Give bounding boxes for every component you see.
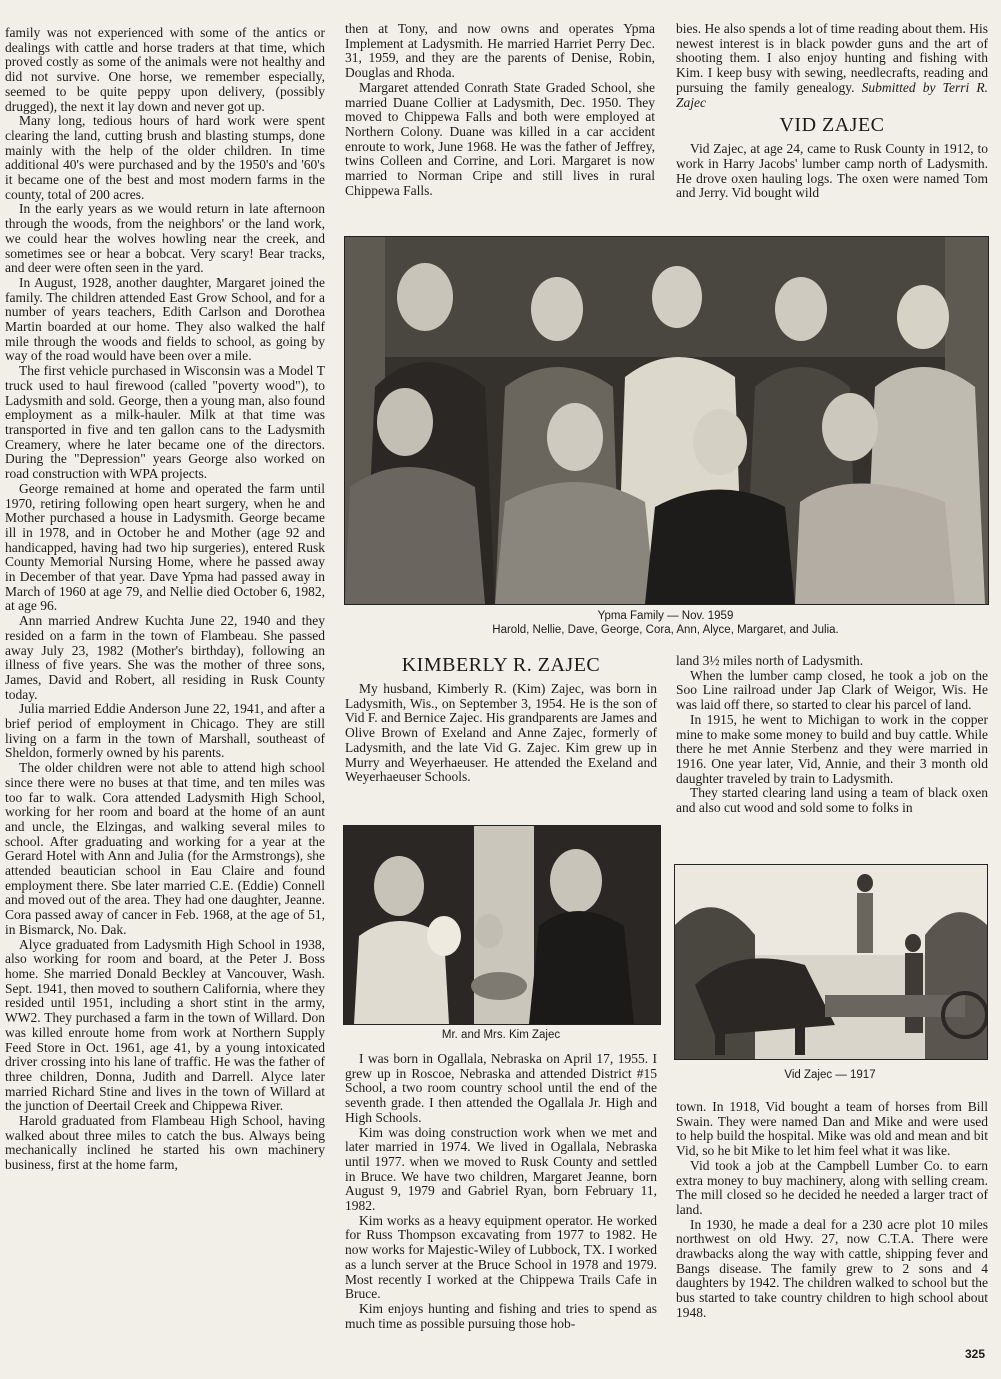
paragraph: I was born in Ogallala, Nebraska on April 17, 1955. I grew up in Roscoe, Nebraska and attended District #15 School, a two room country school until the end of the seventh grade. I then attended the Ogallala Jr. High and High Schools. — [345, 1051, 657, 1125]
paragraph: In the early years as we would return in late afternoon through the woods, from the neighbors' or the land work, we could hear the wolves howling near the creek, and sometimes see or hear a bobcat. Very scary! Bear tracks, and deer were often seen in the yard. — [5, 201, 325, 276]
paragraph: Vid took a job at the Campbell Lumber Co. to earn extra money to buy machinery, along with selling cream. The mill closed so he decided he needed a larger tract of land. — [676, 1157, 988, 1217]
paragraph: They started clearing land using a team of black oxen and also cut wood and sold some to folks in — [676, 785, 988, 816]
kim-zajec-photo — [343, 825, 661, 1025]
submitted-by: Submitted by Terri R. Zajec — [676, 79, 988, 110]
vid-photo-caption: Vid Zajec — 1917 — [784, 1069, 876, 1081]
section-heading-kimberly-zajec: KIMBERLY R. ZAJEC — [401, 654, 601, 676]
section-heading-vid-zajec: VID ZAJEC — [779, 114, 885, 137]
kim-photo-caption: Mr. and Mrs. Kim Zajec — [441, 1029, 561, 1041]
paragraph — [676, 22, 988, 110]
paragraph: When the lumber camp closed, he took a job on the Soo Line railroad under Jap Clark of Weigor, Wis. He was laid off there, so started to clear his parcel of land. — [676, 667, 988, 713]
paragraph: George remained at home and operated the farm until 1970, retiring following open heart surgery, when he and Mother purchased a house in Ladysmith. George became ill in 1978, and in October he and Mother (age 92 and handicapped, having had two hip surgeries), entered Rusk County Memorial Nursing Home, where he passed away in December of that year. Dave Ypma had passed away in March of 1960 at age 79, and Nellie died October 6, 1982, at age 96. — [5, 480, 325, 614]
paragraph: Kim enjoys hunting and fishing and tries to spend as much time as possible pursuing those hob- — [345, 1300, 657, 1331]
ypma-photo-caption — [344, 609, 987, 637]
paragraph: In 1930, he made a deal for a 230 acre plot 10 miles northwest on old Hwy. 27, now C.T.A. There were drawbacks along the way with cattle, shipping fever and Bangs disease. The family grew to 2 sons and 4 daughters by 1942. The children walked to school but the bus started to take country children to high school about 1948. — [676, 1216, 988, 1320]
paragraph: then at Tony, and now owns and operates Ypma Implement at Ladysmith. He married Harriet Perry Dec. 31, 1959, and they are the parents of Denise, Robin, Douglas and Rhoda. — [345, 21, 655, 81]
middle-bottom-column — [345, 1052, 657, 1331]
paragraph-text: bies. He also spends a lot of time reading about them. His newest interest is in black powder guns and the art of shooting them. I also enjoy hunting and fishing with Kim. I keep busy with sewing, needlecrafts, reading and pursuing the family genealogy. — [676, 21, 988, 95]
paragraph: The first vehicle purchased in Wisconsin was a Model T truck used to haul firewood (called "poverty wood"), to Ladysmith and sold. George, then a young man, also found employment as a milk-hauler. Milk at that time was transported in five and ten gallon cans to the Ladysmith Creamery, where he later became one of the directors. During the "Depression" years George also worked on road construction with WPA projects. — [5, 363, 325, 482]
paragraph: family was not experienced with some of the antics or dealings with cattle and horse traders at that time, which proved costly as some of the animals were not healthy and did not survive. One horse, we remember especially, seemed to be quite peppy upon delivery, (possibly drugged), the next it lay down and never got up. — [5, 25, 325, 114]
middle-top-column — [345, 22, 655, 198]
paragraph: Vid Zajec, at age 24, came to Rusk County in 1912, to work in Harry Jacobs' lumber camp north of Ladysmith. He drove oxen hauling logs. The oxen were named Tom and Jerry. Vid bought wild — [676, 141, 988, 201]
paragraph: Margaret attended Conrath State Graded School, she married Duane Collier at Ladysmith, Dec. 1950. They moved to Chippewa Falls and both were employed at Northern Colony. Duane was killed in a car accident enroute to work, June 1968. He was the father of Jeffrey, twins Colleen and Corrine, and Lori. Margaret is now married to Norman Cripe and still lives in rural Chippewa Falls. — [345, 79, 655, 198]
paragraph: In 1915, he went to Michigan to work in the copper mine to make some money to build and buy cattle. While there he met Annie Sterbenz and they were married in 1916. One year later, Vid, Annie, and their 3 month old daughter traveled by train to Ladysmith. — [676, 711, 988, 786]
paragraph: land 3½ miles north of Ladysmith. — [676, 653, 864, 668]
paragraph: Alyce graduated from Ladysmith High School in 1938, also working for room and board, at the Peter J. Boss home. She married Donald Beckley at Vancouver, Wash. Sept. 1941, then moved to southern California, where they resided until 1951, including a short stint in the army, WW2. They purchased a farm in the town of Willard. Don was killed enroute home from work at Northern Supply Feed Store in Oct. 1961, age 41, by a young intoxicated driver crossing into his lane of traffic. He was the father of three children, Donna, Judith and Darrell. Alyce later married Richard Stine and lives in the town of Willard at the junction of Deertail Creek and Chippewa River. — [5, 936, 325, 1114]
right-bottom-column — [676, 1100, 988, 1321]
left-column — [5, 26, 325, 1173]
page-number: 325 — [964, 1347, 985, 1361]
paragraph: Kim was doing construction work when we met and later married in 1974. We lived in Ogallala, Nebraska until 1977. when we moved to Rusk County and settled in Bruce. We have two children, Margaret Jeanne, born August 9, 1979 and Gabriel Ryan, born February 11, 1982. — [345, 1124, 657, 1214]
paragraph: The older children were not able to attend high school since there were no buses at that time, and ten miles was too far to walk. Cora attended Ladysmith High School, working for her room and board at the home of an aunt and uncle, the Elzingas, and walking several miles to school. After graduating and working for a year at the Gerard Hotel with Ann and Julia (for the Armstrongs), she attended beautician school in Eau Claire and found employment there. Sbe later married C.E. (Eddie) Connell and moved out of the area. They had one daughter, Jeanne. Cora passed away of cancer in Feb. 1968, at the age of 51, in Bismarck, No. Dak. — [5, 760, 325, 937]
vid-zajec-photo — [674, 864, 988, 1060]
ypma-family-photo — [344, 236, 989, 605]
paragraph: Many long, tedious hours of hard work were spent clearing the land, cutting brush and blasting stumps, done mainly with the help of the older children. In time additional 40's were purchased and by the 1950's and '60's it became one of the best and most modern farms in the county, total of 200 acres. — [5, 113, 325, 202]
paragraph: Ann married Andrew Kuchta June 22, 1940 and they resided on a farm in the town of Flambeau. She passed away July 23, 1982 (Mother's birthday), following an illness of five years. She was the mother of three sons, James, David and Robert, all residing in Rusk County today. — [5, 613, 325, 702]
caption-title: Ypma Family — Nov. 1959 — [597, 610, 734, 622]
right-top-column — [676, 22, 988, 201]
paragraph: My husband, Kimberly R. (Kim) Zajec, was born in Ladysmith, Wis., on September 3, 1954. He is the son of Vid F. and Bernice Zajec. His grandparents are James and Olive Brown of Exeland and Anne Zajec, formerly of Ladysmith, and the late Vid G. Zajec. Kim grew up in Murry and Weyerhaeuser. He attended the Exeland and Weyerhaeuser Schools. — [345, 681, 657, 785]
middle-lower-column — [345, 654, 657, 785]
caption-names: Harold, Nellie, Dave, George, Cora, Ann, Alyce, Margaret, and Julia. — [492, 624, 839, 636]
paragraph: Harold graduated from Flambeau High School, having walked about three miles to catch the bus. Always being mechanically inclined he started his own machinery business, first at the home farm, — [5, 1113, 325, 1173]
paragraph: town. In 1918, Vid bought a team of horses from Bill Swain. They were named Dan and Mike and were used to help build the hospital. Mike was old and mean and bit Vid, so he bit Mike to let him feel what it was like. — [676, 1099, 988, 1159]
right-lower-column — [676, 654, 988, 816]
paragraph: Julia married Eddie Anderson June 22, 1941, and after a brief period of employment in Chicago. They are still living on a farm in the town of Marshall, southeast of Sheldon, formerly owned by his parents. — [5, 701, 325, 761]
paragraph: In August, 1928, another daughter, Margaret joined the family. The children attended East Grow School, and for a number of years teachers, Edith Carlson and Dorothea Martin boarded at our home. They also walked the half mile through the woods and fields to school, as going by way of the road would have been over a mile. — [5, 274, 325, 364]
paragraph: Kim works as a heavy equipment operator. He worked for Russ Thompson excavating from 1977 to 1982. He now works for Majestic-Wiley of Lubbock, TX. I worked as a lunch server at the Bruce School in 1978 and 1979. Most recently I worked at the Chippewa Trails Cafe in Bruce. — [345, 1212, 657, 1302]
